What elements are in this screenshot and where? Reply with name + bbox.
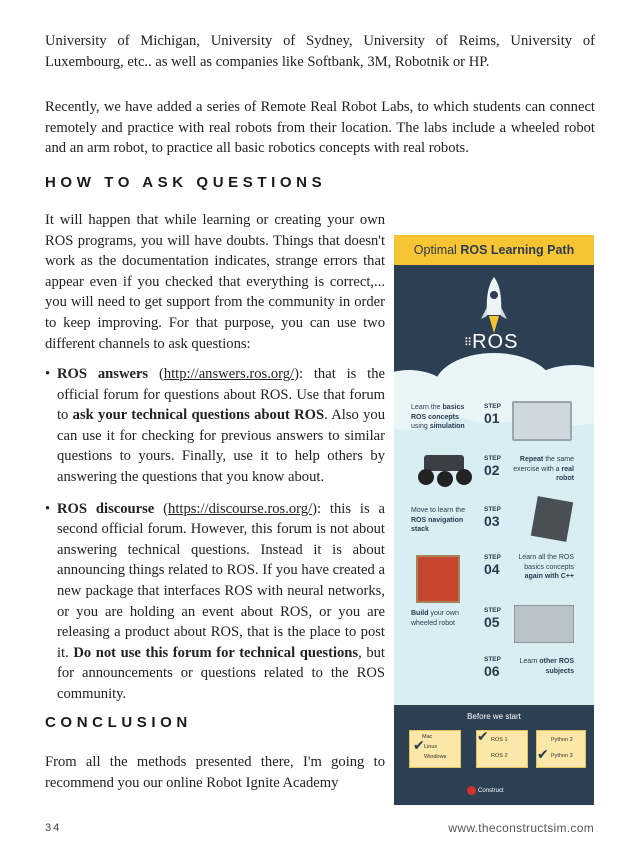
ros-answers-name: ROS answers bbox=[57, 366, 149, 382]
step-02-marker bbox=[484, 454, 501, 478]
step-03-desc bbox=[411, 506, 465, 535]
step-06-marker bbox=[484, 655, 501, 679]
step-number: 05 bbox=[484, 614, 500, 630]
step-04-desc-b: basics concepts bbox=[524, 563, 574, 571]
step-number: 02 bbox=[484, 462, 500, 478]
step-05-desc-b: your own bbox=[428, 610, 459, 617]
step-04-marker bbox=[484, 553, 501, 577]
ros-discourse-text-b: , but for announcements or questions related to the ROS community. bbox=[57, 644, 385, 702]
infographic-title-prefix: Optimal bbox=[413, 243, 461, 257]
step-01-desc-c: ROS concepts bbox=[411, 413, 459, 421]
before-we-start-label: Before we start bbox=[467, 712, 521, 721]
conclusion-heading: CONCLUSION bbox=[45, 714, 192, 731]
list-item-ros-answers: • ROS answers (http://answers.ros.org/): that is the official forum for questions about ROS. Use that forum to ask your technical questions about ROS. Also you can use it for checking for previous answers to similar questions to yours. Finally, use it to help others by answering the questions that you know about. bbox=[45, 364, 385, 488]
python-version-item: Python 3 bbox=[551, 753, 573, 759]
ros-discourse-text-a: : this is a second official forum. However, this forum is not about answering technical questions. Instead it is about announcing things related to ROS. If you have created a new package that interfaces ROS with neural networks, or you are holding an event about ROS, or you are releasing a product about ROS, that is the place to post it. bbox=[57, 500, 386, 661]
step-03-desc-c: stack bbox=[411, 526, 429, 533]
step-01-marker bbox=[484, 402, 501, 426]
os-item: Linux bbox=[424, 744, 438, 750]
ros-discourse-link[interactable]: https://discourse.ros.org/ bbox=[168, 500, 313, 517]
step-01-desc-a: Learn the bbox=[411, 404, 443, 411]
step-label: STEP bbox=[484, 607, 501, 614]
step-02-desc-c: exercise with a bbox=[513, 465, 562, 473]
page-number: 34 bbox=[45, 822, 62, 834]
python-version-item: Python 2 bbox=[551, 737, 573, 743]
step-05-desc bbox=[411, 609, 459, 628]
step-02-desc bbox=[502, 455, 574, 484]
step-label: STEP bbox=[484, 455, 501, 462]
check-icon: ✔ bbox=[413, 737, 425, 753]
step-03-desc-a: Move to learn the bbox=[411, 507, 466, 514]
step-01-desc-b: basics bbox=[442, 404, 465, 411]
step-01-desc-e: simulation bbox=[429, 423, 465, 430]
step-06-desc-a: Learn bbox=[519, 658, 540, 665]
questions-heading: HOW TO ASK QUESTIONS bbox=[45, 174, 327, 191]
navigation-robot-image bbox=[531, 496, 573, 542]
conclusion-paragraph: From all the methods presented there, I'm going to recommend you our online Robot Ignite Academy bbox=[45, 754, 385, 791]
ros-discourse-name: ROS discourse bbox=[57, 500, 155, 517]
ros-answers-text-a: : that is the official forum for questions about ROS. Use that forum to bbox=[57, 366, 385, 424]
list-item-ros-discourse: • ROS discourse (https://discourse.ros.org/): this is a second official forum. However, this forum is not about answering technical questions. Instead it is about announcing things related to ROS. If you have created a new package that interfaces ROS with neural networks, or you are holding an event about ROS, or you are releasing a product about ROS, that is the place to post it. Do not use this forum for technical questions, but for announcements or questions related to the ROS community. bbox=[45, 499, 385, 705]
ros-logo bbox=[464, 331, 518, 354]
step-06-desc-b: other ROS bbox=[539, 658, 574, 665]
ros-version-item: ROS 1 bbox=[491, 737, 508, 743]
infographic-title bbox=[394, 235, 594, 265]
step-01-desc bbox=[411, 403, 465, 432]
check-icon: ✔ bbox=[537, 746, 549, 762]
ros-version-item: ROS 2 bbox=[491, 753, 508, 759]
robot-parts-image bbox=[514, 605, 574, 643]
step-02-desc-d: real bbox=[561, 465, 574, 473]
ros-answers-text-b: . Also you can use it for checking for previous answers to similar questions to yours. Finally, use it to help others by answering the questions that you know about. bbox=[57, 407, 386, 485]
step-01-desc-d: using bbox=[411, 423, 430, 430]
step-label: STEP bbox=[484, 506, 501, 513]
intro-paragraph-1: University of Michigan, University of Sydney, University of Reims, University of Luxembourg, etc.. as well as companies like Softbank, 3M, Robotnik or HP. bbox=[45, 33, 595, 70]
ros-discourse-bold: Do not use this forum for technical questions bbox=[73, 644, 359, 661]
os-item: Mac bbox=[422, 734, 433, 740]
step-04-desc-c: again with C++ bbox=[524, 573, 574, 580]
step-05-marker bbox=[484, 606, 501, 630]
rocket-icon bbox=[480, 275, 508, 335]
step-06-desc bbox=[502, 657, 574, 676]
step-02-desc-a: Repeat bbox=[519, 456, 544, 463]
construct-logo-icon bbox=[467, 786, 476, 795]
step-label: STEP bbox=[484, 403, 501, 410]
wheeled-robot-image bbox=[414, 447, 476, 491]
check-icon: ✔ bbox=[477, 728, 489, 744]
step-number: 03 bbox=[484, 513, 500, 529]
step-02-desc-b: the same bbox=[543, 456, 574, 463]
step-label: STEP bbox=[484, 656, 501, 663]
channels-list bbox=[45, 364, 385, 705]
ros-answers-link[interactable]: http://answers.ros.org/ bbox=[163, 366, 295, 382]
step-05-desc-a: Build bbox=[411, 610, 429, 617]
step-06-desc-c: subjects bbox=[545, 667, 574, 675]
step-02-desc-e: robot bbox=[556, 475, 574, 482]
questions-paragraph: It will happen that while learning or creating your own ROS programs, you will have doubts. Things that doesn't work as the documentation indicates, strange errors that appear even if you checked that everything is correct,... you will need to get support from the community in order to keep improving. For that purpose, you can use two different channels to ask questions: bbox=[45, 212, 385, 352]
step-04-desc bbox=[502, 553, 574, 582]
step-03-desc-b: ROS navigation bbox=[411, 516, 464, 524]
ros-logo-text: ROS bbox=[472, 331, 519, 353]
os-item: Windows bbox=[424, 754, 447, 760]
step-number: 04 bbox=[484, 561, 500, 577]
construct-brand: Construct bbox=[478, 788, 504, 794]
step-04-desc-a: Learn all the ROS bbox=[518, 554, 574, 561]
step-05-desc-c: wheeled robot bbox=[411, 619, 455, 627]
ros-learning-path-infographic bbox=[394, 235, 594, 805]
step-number: 06 bbox=[484, 663, 500, 679]
step-number: 01 bbox=[484, 410, 500, 426]
footer-url: www.theconstructsim.com bbox=[448, 821, 594, 835]
ros-logo-dots: ⠿ bbox=[464, 337, 473, 350]
step-03-marker bbox=[484, 505, 501, 529]
arm-robot-image bbox=[416, 555, 460, 603]
laptop-image bbox=[512, 401, 572, 441]
infographic-title-bold: ROS Learning Path bbox=[460, 243, 575, 257]
step-label: STEP bbox=[484, 554, 501, 561]
ros-answers-bold: ask your technical questions about ROS bbox=[72, 407, 325, 424]
intro-paragraph-2: Recently, we have added a series of Remote Real Robot Labs, to which students can connect remotely and practice with real robots from their location. The labs include a wheeled robot and an arm robot, to practice all basic robotics concepts with real robots. bbox=[45, 99, 595, 157]
